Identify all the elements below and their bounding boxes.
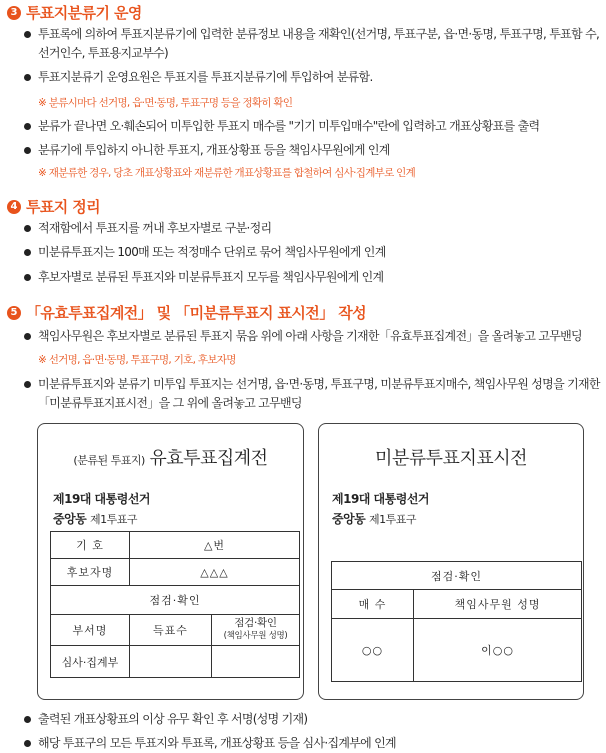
tally-table bbox=[50, 531, 300, 678]
note-text: ※ 재분류한 경우, 당초 개표상황표와 재분류한 개표상황표를 합철하여 심사·집계부로 인계 bbox=[38, 167, 416, 179]
form-title: 미분류투표지표시전 bbox=[375, 448, 527, 469]
bullet-icon bbox=[24, 147, 31, 154]
check-header: 점검·확인 bbox=[332, 562, 582, 590]
district-name: 중앙동 bbox=[332, 512, 366, 526]
number-label: 기 호 bbox=[51, 532, 130, 559]
district-label bbox=[53, 510, 137, 527]
score-col-header: 득표수 bbox=[130, 615, 212, 646]
election-name: 제19대 대통령선거 bbox=[53, 492, 151, 506]
check-col-label: 점검·확인 bbox=[234, 617, 277, 629]
list-item-text: 미분류투표지와 분류기 미투입 투표지는 선거명, 읍·면·동명, 투표구명, 미분류투표지매수, 책임사무원 성명을 기재한「미분류투표지표시전」을 그 위에 올려놓고 고무밴딩 bbox=[38, 377, 600, 410]
bullet-icon bbox=[24, 274, 31, 281]
unclassified-ballot-label-form bbox=[318, 423, 584, 700]
district-name: 중앙동 bbox=[53, 512, 87, 526]
count-col-header: 매 수 bbox=[332, 590, 414, 619]
list-item-text: 분류가 끝나면 오·훼손되어 미투입한 투표지 매수를 "기기 미투입매수"란에 입력하고 개표상황표를 출력 bbox=[38, 119, 540, 133]
bullet-icon bbox=[24, 740, 31, 747]
number-value: △번 bbox=[130, 532, 300, 559]
list-item bbox=[20, 68, 600, 87]
section-col-header: 부서명 bbox=[51, 615, 130, 646]
section-title-text: 투표지 정리 bbox=[26, 198, 101, 216]
section-3-title bbox=[7, 2, 142, 23]
section-4-title bbox=[7, 196, 100, 217]
list-item-text: 투표록에 의하여 투표지분류기에 입력한 분류정보 내용을 재확인(선거명, 투표구분, 읍·면·동명, 투표구명, 투표함 수, 선거인수, 투표용지교부수) bbox=[38, 27, 600, 60]
list-item bbox=[20, 25, 600, 63]
section-number-badge: 3 bbox=[7, 6, 21, 20]
list-item bbox=[20, 710, 600, 729]
list-item-text: 투표지분류기 운영요원은 투표지를 투표지분류기에 투입하여 분류함. bbox=[38, 70, 373, 84]
list-item bbox=[20, 375, 600, 413]
election-name: 제19대 대통령선거 bbox=[332, 492, 430, 506]
candidate-label: 후보자명 bbox=[51, 559, 130, 586]
note-text: ※ 선거명, 읍·면·동명, 투표구명, 기호, 후보자명 bbox=[38, 354, 236, 366]
score-cell bbox=[130, 646, 212, 678]
bullet-icon bbox=[24, 123, 31, 130]
bullet-icon bbox=[24, 74, 31, 81]
unclassified-table bbox=[331, 561, 582, 682]
district-unit: 제1투표구 bbox=[89, 513, 137, 526]
district-label bbox=[332, 510, 416, 527]
bullet-icon bbox=[24, 225, 31, 232]
list-item-text: 적재함에서 투표지를 꺼내 후보자별로 구분·정리 bbox=[38, 221, 272, 235]
section-5-title bbox=[7, 302, 366, 323]
check-col-sublabel: (책임사무원 성명) bbox=[223, 631, 288, 641]
list-item bbox=[20, 327, 600, 346]
list-item-text: 미분류투표지는 100매 또는 적정매수 단위로 묶어 책임사무원에게 인계 bbox=[38, 245, 386, 259]
district-unit: 제1투표구 bbox=[368, 513, 416, 526]
list-item bbox=[20, 734, 600, 753]
check-header: 점검·확인 bbox=[51, 586, 300, 615]
list-item-text: 출력된 개표상황표의 이상 유무 확인 후 서명(성명 기재) bbox=[38, 712, 308, 726]
bullet-icon bbox=[24, 716, 31, 723]
bullet-icon bbox=[24, 31, 31, 38]
section-number-badge: 4 bbox=[7, 200, 21, 214]
signer-value: 이○○ bbox=[414, 619, 582, 682]
valid-vote-tally-form bbox=[37, 423, 304, 700]
review-dept-label: 심사·집계부 bbox=[51, 646, 130, 678]
bullet-icon bbox=[24, 249, 31, 256]
check-col-header bbox=[212, 615, 300, 646]
count-value: ○○ bbox=[332, 619, 414, 682]
list-item-text: 후보자별로 분류된 투표지와 미분류투표지 모두를 책임사무원에게 인계 bbox=[38, 270, 384, 284]
form-title-prefix: (분류된 투표지) bbox=[73, 454, 145, 467]
bullet-icon bbox=[24, 381, 31, 388]
list-item-text: 책임사무원은 후보자별로 분류된 투표지 묶음 위에 아래 사항을 기재한「유효투표집계전」을 올려놓고 고무밴딩 bbox=[38, 329, 582, 343]
check-cell bbox=[212, 646, 300, 678]
list-item bbox=[20, 243, 600, 262]
section-title-text: 「유효투표집계전」 및 「미분류투표지 표시전」 작성 bbox=[26, 304, 367, 322]
list-item bbox=[20, 117, 600, 136]
form-title bbox=[38, 444, 303, 470]
section-number-badge: 5 bbox=[7, 306, 21, 320]
signer-col-header: 책임사무원 성명 bbox=[414, 590, 582, 619]
candidate-value: △△△ bbox=[130, 559, 300, 586]
form-title-main: 유효투표집계전 bbox=[149, 448, 268, 469]
list-item bbox=[20, 141, 600, 160]
list-item-text: 분류기에 투입하지 아니한 투표지, 개표상황표 등을 책임사무원에게 인계 bbox=[38, 143, 390, 157]
list-item-text: 해당 투표구의 모든 투표지와 투표록, 개표상황표 등을 심사·집계부에 인계 bbox=[38, 736, 396, 750]
bullet-icon bbox=[24, 333, 31, 340]
list-item bbox=[20, 219, 600, 238]
list-item bbox=[20, 268, 600, 287]
note-text: ※ 분류시마다 선거명, 읍·면·동명, 투표구명 등을 정확히 확인 bbox=[38, 97, 293, 109]
section-title-text: 투표지분류기 운영 bbox=[26, 4, 142, 22]
